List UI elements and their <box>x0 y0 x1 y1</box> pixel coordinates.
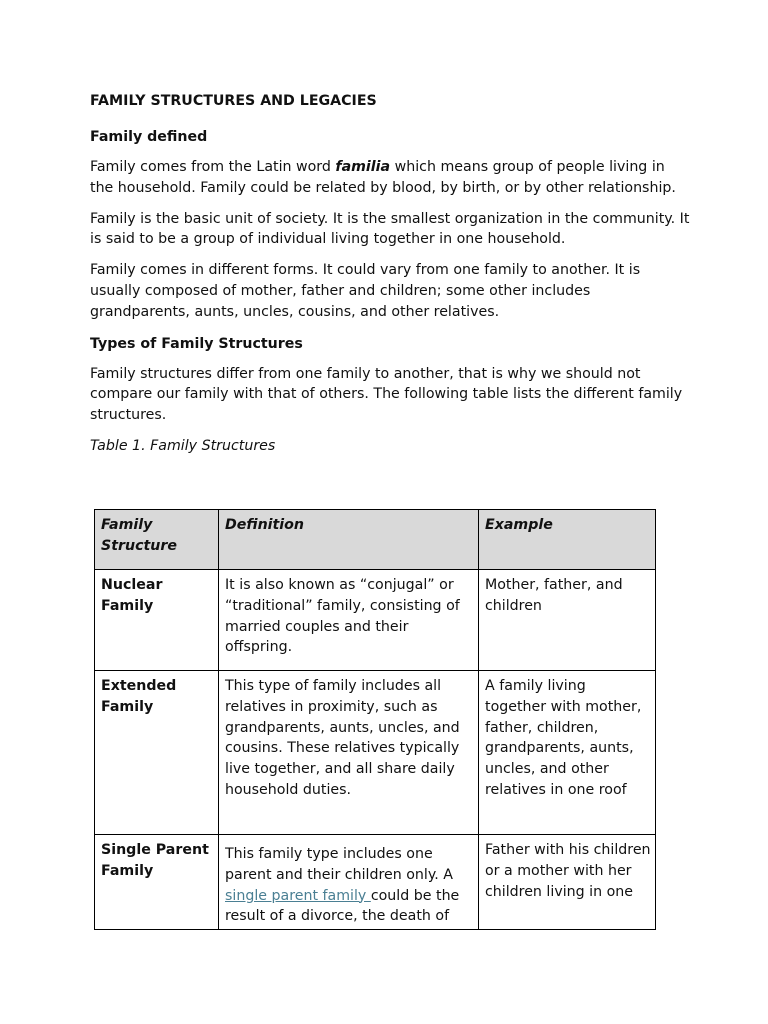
table-header-row <box>95 510 656 570</box>
row-definition <box>219 835 479 930</box>
row-definition: It is also known as “conjugal” or “traditional” family, consisting of married couples and their offspring. <box>219 570 479 671</box>
row-definition: This type of family includes all relatives in proximity, such as grandparents, aunts, uncles, and cousins. These relatives typically live together, and all share daily household duties. <box>219 671 479 835</box>
table-caption: Table 1. Family Structures <box>90 437 276 454</box>
paragraph-structures-differ: Family structures differ from one family to another, that is why we should not compare our family with that of others. The following table lists the different family structures. <box>90 365 683 424</box>
row-label-text: Single Parent Family <box>101 842 209 879</box>
row-example: A family living together with mother, father, children, grandparents, aunts, uncles, and other relatives in one roof <box>479 671 656 835</box>
table-row <box>95 835 656 930</box>
row-label: Nuclear Family <box>95 570 219 671</box>
section-heading-family-defined: Family defined <box>90 129 208 145</box>
row-label: Extended Family <box>95 671 219 835</box>
section-heading-types: Types of Family Structures <box>90 335 303 352</box>
row-example: Mother, father, and children <box>479 570 656 671</box>
document-body <box>90 90 690 468</box>
paragraph-text: Family comes from the Latin word <box>90 159 336 175</box>
row-label <box>95 835 219 930</box>
single-parent-family-link[interactable]: single parent family <box>225 887 371 904</box>
header-cell: Definition <box>219 510 479 570</box>
paragraph-text: which means group of people living in the household. Family could be related by blood, by birth, or by other relationship. <box>90 159 676 196</box>
paragraph-different-forms: Family comes in different forms. It could vary from one family to another. It is usually composed of mother, father and children; some other includes grandparents, aunts, uncles, cousins, and other relatives. <box>90 262 641 320</box>
paragraph-etymology <box>90 157 690 199</box>
header-cell: Example <box>479 510 656 570</box>
paragraph-basic-unit: Family is the basic unit of society. It is the smallest organization in the community. It is said to be a group of individual living together in one household. <box>90 210 690 248</box>
definition-text: could be the result of a divorce, the death of <box>225 887 460 923</box>
table-row <box>95 570 656 671</box>
row-example <box>479 835 656 930</box>
document-title: FAMILY STRUCTURES AND LEGACIES <box>90 93 377 109</box>
row-definition-text <box>225 840 474 923</box>
row-example-text: Father with his children or a mother with her children living in one <box>485 842 651 900</box>
definition-text: This family type includes one parent and their children only. A <box>225 846 453 883</box>
emphasized-word: familia <box>335 159 391 175</box>
table-row <box>95 671 656 835</box>
family-structures-table <box>94 509 656 930</box>
header-cell: Family Structure <box>95 510 219 570</box>
